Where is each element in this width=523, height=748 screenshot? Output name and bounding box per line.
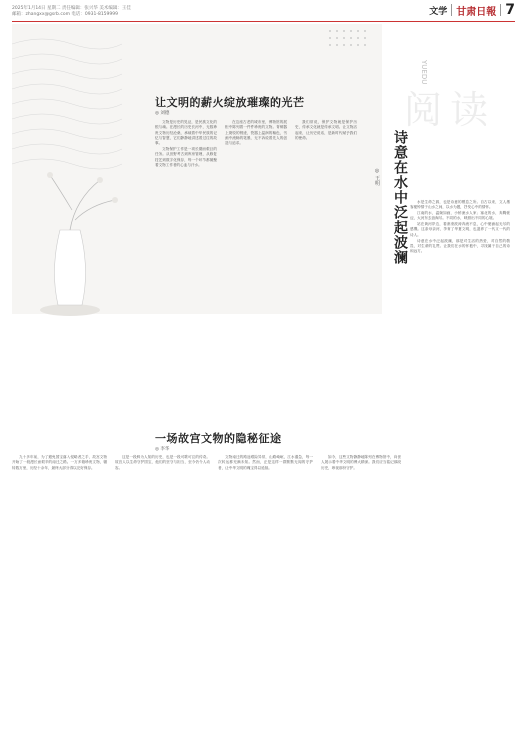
article3-paragraph: 水是生命之源，也是诗意的栖息之所。自古以来，文人墨客便钟情于山水之间，以水为题，抒发心中的情怀。 xyxy=(410,200,510,210)
masthead-info xyxy=(12,6,131,18)
page-number: 7 xyxy=(505,2,515,18)
masthead xyxy=(429,2,515,18)
article2-paragraph: 如今，这些文物静静地陈列在博物馆中，向世人展示着中华文明的博大精深。我们应当铭记那段历史，珍视那份守护。 xyxy=(321,455,401,470)
article3-author: ◎ 王明 xyxy=(374,168,380,186)
article1-paragraph: 文物保护工作是一项长期而艰巨的任务。从田野考古到库房管理，从修复技艺到数字化保存，每一个环节都凝聚着文物工作者的心血与汗水。 xyxy=(155,146,217,167)
article1-paragraph: 在这座古老的城市里，博物馆的展柜中陈列着一件件珍贵的文物。青铜器上斑驳的锈迹，瓷器上温润的釉色，书画中流畅的笔墨，无不诉说着先人的创造与追求。 xyxy=(225,120,287,146)
article2-column-4 xyxy=(321,455,401,471)
article2-byline: ◎ 李华 xyxy=(155,447,170,452)
article1-byline: ◎ 刘德 xyxy=(155,111,170,116)
article2-column-1 xyxy=(12,455,107,471)
article1-title: 让文明的薪火绽放璀璨的光芒 xyxy=(155,96,305,109)
article1-paragraph: 我们常说，保护文物就是保护历史，传承文化就是传承文明。让文物活起来，让历史说话，是新时代赋予我们的使命。 xyxy=(295,120,357,140)
article2-paragraph: 九十多年前，为了避免国宝落入侵略者之手，故宫文物开始了一段漫长而艰辛的南迁之路。一万多箱珍贵文物，辗转数万里，历经十余年，最终大部分得以完好保存。 xyxy=(12,455,107,470)
newspaper-name: 甘肃日報 xyxy=(456,6,497,18)
masthead-contact-line: 邮箱：zhangxx@gsrb.com 电话：0931-8159999 xyxy=(12,12,119,17)
section-decoration-text: 阅 读 xyxy=(404,88,487,132)
article2-title: 一场故宫文物的隐秘征途 xyxy=(155,432,282,445)
article2-paragraph: 这是一段鲜为人知的历史，也是一段可歌可泣的传奇。故宫人以生命守护国宝，他们的坚守与担当，至今仍令人动容。 xyxy=(115,455,210,470)
article3-paragraph: 诗意在水中泛起波澜，那是对生活的热爱，对自然的敬畏，对生命的礼赞。让我们在水的怀抱中，寻找属于自己的诗和远方。 xyxy=(410,238,510,254)
article2-column-2 xyxy=(115,455,210,471)
masthead-divider xyxy=(451,4,452,16)
article1-column-2 xyxy=(225,120,287,147)
masthead-divider xyxy=(500,4,501,16)
article2-paragraph: 文物南迁的路途艰险异常，山路崎岖，江水湍急，每一次转运都充满未知。然而，正是这样一群默默无闻的守护者，让中华文明的瑰宝得以延续。 xyxy=(218,455,313,470)
article1-column-3 xyxy=(295,120,357,142)
vase-illustration-icon xyxy=(30,160,130,320)
article1-paragraph: 文物是历史的见证，是民族文化的根与魂。在漫长的历史长河中，无数珍贵文物历经沧桑，承载着中华民族的记忆与智慧，它们静静地讲述着过往的故事。 xyxy=(155,120,217,146)
article3-title: 诗意在水中泛起波澜 xyxy=(392,130,408,265)
masthead-date-line: 2025年1月14日 星期二 责任编辑：张兴华 美术编辑：王佳 xyxy=(12,6,131,11)
section-name: 文学 xyxy=(429,6,448,17)
article3-paragraph: 站在黄河岸边，看滚滚波涛奔流不息，心中便涌起无尽的感慨。这条母亲河，孕育了华夏文明，也滋养了一代又一代的诗人。 xyxy=(410,222,510,237)
article3-column xyxy=(410,200,510,255)
section-decoration-pinyin: YUEDU xyxy=(420,60,428,85)
header-rule xyxy=(12,21,515,22)
decorative-dots-icon xyxy=(327,28,373,52)
article3-paragraph: 江南的水，温婉如画，小桥流水人家；塞北的水，奔腾豪迈，大河东去浪淘尽。不同的水，映照出不同的心境。 xyxy=(410,211,510,221)
article1-column-1 xyxy=(155,120,217,169)
article2-column-3 xyxy=(218,455,313,471)
